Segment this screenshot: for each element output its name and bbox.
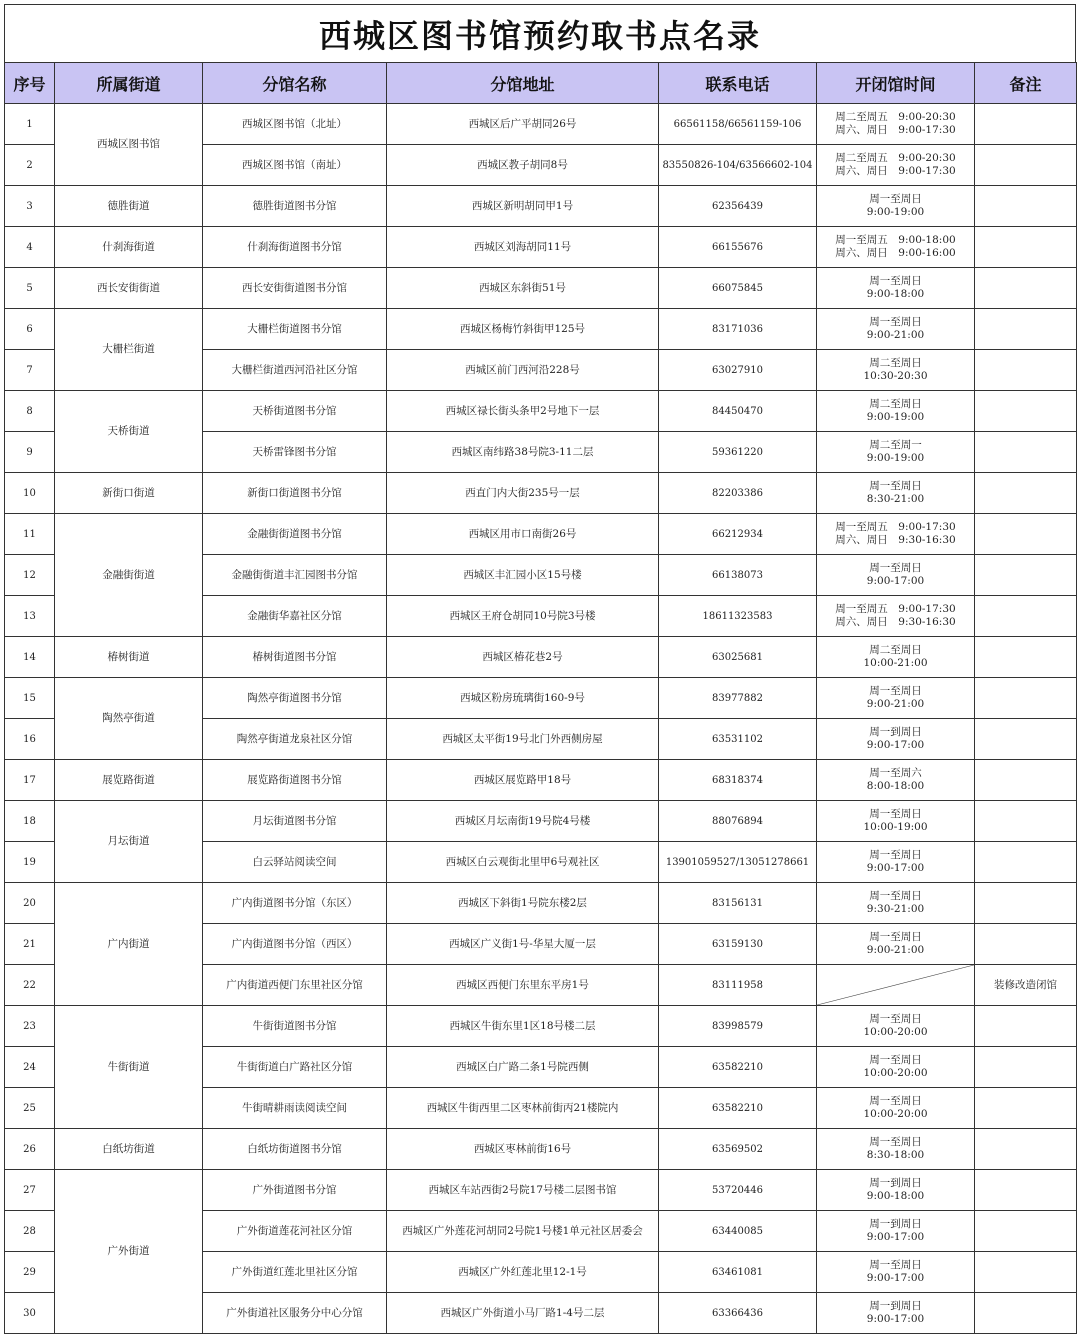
branch-phone: 63461081 [659, 1252, 817, 1293]
branch-note: 装修改造闭馆 [975, 965, 1077, 1006]
branch-phone: 84450470 [659, 391, 817, 432]
hours-line: 周一至周五 9:00-18:00 [835, 234, 956, 246]
directory-sheet [4, 4, 1076, 1334]
row-number: 13 [5, 596, 55, 637]
header-hours: 开闭馆时间 [817, 63, 975, 104]
branch-phone: 63569502 [659, 1129, 817, 1170]
opening-hours [817, 268, 975, 309]
table-row [5, 1170, 1077, 1211]
branch-address: 西城区椿花巷2号 [387, 637, 659, 678]
row-number: 18 [5, 801, 55, 842]
hours-line: 周二至周五 9:00-20:30 [835, 152, 956, 164]
hours-line: 周一至周日 [869, 890, 922, 902]
table-row [5, 473, 1077, 514]
header-phone: 联系电话 [659, 63, 817, 104]
row-number: 27 [5, 1170, 55, 1211]
branch-address: 西城区后广平胡同26号 [387, 104, 659, 145]
branch-phone: 63531102 [659, 719, 817, 760]
branch-address: 西城区广外红莲北里12-1号 [387, 1252, 659, 1293]
branch-name: 牛街晴耕雨读阅读空间 [203, 1088, 387, 1129]
table-row [5, 186, 1077, 227]
street-name: 西长安街街道 [55, 268, 203, 309]
hours-line: 10:00-20:00 [863, 1108, 928, 1120]
branch-phone: 13901059527/13051278661 [659, 842, 817, 883]
branch-phone: 59361220 [659, 432, 817, 473]
row-number: 2 [5, 145, 55, 186]
header-branch-address: 分馆地址 [387, 63, 659, 104]
branch-phone: 82203386 [659, 473, 817, 514]
hours-line: 周一至周日 [869, 808, 922, 820]
hours-line: 周一至周日 [869, 1013, 922, 1025]
branch-address: 西城区太平街19号北门外西侧房屋 [387, 719, 659, 760]
branch-address: 西城区白广路二条1号院西侧 [387, 1047, 659, 1088]
row-number: 19 [5, 842, 55, 883]
branch-phone: 88076894 [659, 801, 817, 842]
hours-line: 周一至周日 [869, 480, 922, 492]
branch-address: 西城区广外莲花河胡同2号院1号楼1单元社区居委会 [387, 1211, 659, 1252]
street-name: 广外街道 [55, 1170, 203, 1334]
branch-name: 西长安街街道图书分馆 [203, 268, 387, 309]
opening-hours [817, 801, 975, 842]
hours-line: 周一到周日 [869, 1218, 922, 1230]
branch-phone: 83977882 [659, 678, 817, 719]
branch-name: 牛街街道白广路社区分馆 [203, 1047, 387, 1088]
branch-address: 西城区刘海胡同11号 [387, 227, 659, 268]
hours-line: 9:00-17:00 [866, 1313, 925, 1325]
hours-line: 9:00-18:00 [866, 1190, 925, 1202]
branch-address: 西城区牛街西里二区枣林前街丙21楼院内 [387, 1088, 659, 1129]
diagonal-slash [817, 965, 974, 1005]
row-number: 22 [5, 965, 55, 1006]
opening-hours [817, 1047, 975, 1088]
hours-line: 周一至周日 [869, 1136, 922, 1148]
branch-note [975, 801, 1077, 842]
table-row [5, 678, 1077, 719]
hours-line: 9:00-18:00 [866, 288, 925, 300]
hours-line: 9:30-21:00 [866, 903, 925, 915]
branch-address: 西城区车站西街2号院17号楼二层图书馆 [387, 1170, 659, 1211]
header-no: 序号 [5, 63, 55, 104]
street-name: 陶然亭街道 [55, 678, 203, 760]
opening-hours [817, 1088, 975, 1129]
branch-name: 金融街街道丰汇园图书分馆 [203, 555, 387, 596]
branch-note [975, 596, 1077, 637]
branch-name: 金融街华嘉社区分馆 [203, 596, 387, 637]
hours-line: 周一至周日 [869, 1095, 922, 1107]
table-row [5, 1129, 1077, 1170]
opening-hours [817, 760, 975, 801]
branch-name: 牛街街道图书分馆 [203, 1006, 387, 1047]
opening-hours-empty [817, 965, 975, 1006]
hours-line: 10:30-20:30 [863, 370, 928, 382]
directory-table [4, 62, 1077, 1334]
hours-line: 周一至周日 [869, 849, 922, 861]
row-number: 15 [5, 678, 55, 719]
table-row [5, 227, 1077, 268]
hours-line: 周一到周日 [869, 726, 922, 738]
branch-name: 广外街道红莲北里社区分馆 [203, 1252, 387, 1293]
hours-line: 9:00-21:00 [866, 944, 925, 956]
branch-note [975, 227, 1077, 268]
row-number: 28 [5, 1211, 55, 1252]
hours-line: 周一至周五 9:00-17:30 [835, 603, 956, 615]
table-row [5, 391, 1077, 432]
branch-note [975, 432, 1077, 473]
row-number: 25 [5, 1088, 55, 1129]
hours-line: 9:00-19:00 [866, 411, 925, 423]
branch-note [975, 514, 1077, 555]
branch-phone: 18611323583 [659, 596, 817, 637]
row-number: 7 [5, 350, 55, 391]
branch-note [975, 1006, 1077, 1047]
branch-name: 天桥雷锋图书分馆 [203, 432, 387, 473]
branch-note [975, 924, 1077, 965]
opening-hours [817, 309, 975, 350]
hours-line: 周六、周日 9:00-17:30 [835, 124, 956, 136]
street-name: 月坛街道 [55, 801, 203, 883]
branch-address: 西城区东斜街51号 [387, 268, 659, 309]
row-number: 4 [5, 227, 55, 268]
hours-line: 周一至周日 [869, 275, 922, 287]
hours-line: 10:00-19:00 [863, 821, 928, 833]
hours-line: 8:30-21:00 [866, 493, 925, 505]
hours-line: 周二至周日 [869, 398, 922, 410]
branch-note [975, 391, 1077, 432]
street-name: 大栅栏街道 [55, 309, 203, 391]
title-row [4, 4, 1076, 62]
branch-name: 陶然亭街道龙泉社区分馆 [203, 719, 387, 760]
header-branch-name: 分馆名称 [203, 63, 387, 104]
hours-line: 周一至周日 [869, 193, 922, 205]
branch-phone: 63027910 [659, 350, 817, 391]
branch-note [975, 350, 1077, 391]
branch-note [975, 145, 1077, 186]
hours-line: 周一至周日 [869, 685, 922, 697]
branch-note [975, 1088, 1077, 1129]
opening-hours [817, 555, 975, 596]
hours-line: 周一至周日 [869, 1259, 922, 1271]
branch-address: 西城区展览路甲18号 [387, 760, 659, 801]
branch-address: 西城区广义街1号-华星大厦一层 [387, 924, 659, 965]
row-number: 30 [5, 1293, 55, 1334]
hours-line: 周一至周日 [869, 316, 922, 328]
hours-line: 周二至周日 [869, 357, 922, 369]
opening-hours [817, 391, 975, 432]
branch-name: 广内街道图书分馆（西区） [203, 924, 387, 965]
opening-hours [817, 883, 975, 924]
branch-phone: 66075845 [659, 268, 817, 309]
branch-phone: 63159130 [659, 924, 817, 965]
branch-name: 广外街道社区服务分中心分馆 [203, 1293, 387, 1334]
street-name: 金融街街道 [55, 514, 203, 637]
opening-hours [817, 1129, 975, 1170]
table-row [5, 1006, 1077, 1047]
branch-address: 西城区枣林前街16号 [387, 1129, 659, 1170]
branch-name: 西城区图书馆（南址） [203, 145, 387, 186]
branch-address: 西城区新明胡同甲1号 [387, 186, 659, 227]
opening-hours [817, 186, 975, 227]
hours-line: 周六、周日 9:30-16:30 [835, 616, 956, 628]
branch-note [975, 309, 1077, 350]
branch-name: 大栅栏街道西河沿社区分馆 [203, 350, 387, 391]
row-number: 29 [5, 1252, 55, 1293]
hours-line: 周二至周日 [869, 644, 922, 656]
hours-line: 9:00-21:00 [866, 698, 925, 710]
branch-address: 西城区教子胡同8号 [387, 145, 659, 186]
opening-hours [817, 1211, 975, 1252]
branch-address: 西城区杨梅竹斜街甲125号 [387, 309, 659, 350]
branch-name: 西城区图书馆（北址） [203, 104, 387, 145]
branch-name: 金融街街道图书分馆 [203, 514, 387, 555]
hours-line: 周一到周日 [869, 1300, 922, 1312]
branch-note [975, 1170, 1077, 1211]
branch-phone: 66155676 [659, 227, 817, 268]
opening-hours [817, 1170, 975, 1211]
hours-line: 周一至周日 [869, 562, 922, 574]
row-number: 14 [5, 637, 55, 678]
row-number: 26 [5, 1129, 55, 1170]
branch-address: 西城区前门西河沿228号 [387, 350, 659, 391]
branch-address: 西城区月坛南街19号院4号楼 [387, 801, 659, 842]
row-number: 24 [5, 1047, 55, 1088]
branch-name: 白纸坊街道图书分馆 [203, 1129, 387, 1170]
hours-line: 周一至周日 [869, 931, 922, 943]
header-row [5, 63, 1077, 104]
branch-address: 西城区禄长街头条甲2号地下一层 [387, 391, 659, 432]
branch-note [975, 473, 1077, 514]
branch-phone: 83156131 [659, 883, 817, 924]
row-number: 8 [5, 391, 55, 432]
street-name: 什刹海街道 [55, 227, 203, 268]
street-name: 展览路街道 [55, 760, 203, 801]
street-name: 西城区图书馆 [55, 104, 203, 186]
street-name: 椿树街道 [55, 637, 203, 678]
branch-name: 德胜街道图书分馆 [203, 186, 387, 227]
street-name: 天桥街道 [55, 391, 203, 473]
hours-line: 周六、周日 9:00-17:30 [835, 165, 956, 177]
hours-line: 9:00-17:00 [866, 739, 925, 751]
hours-line: 周六、周日 9:00-16:00 [835, 247, 956, 259]
branch-name: 天桥街道图书分馆 [203, 391, 387, 432]
row-number: 1 [5, 104, 55, 145]
hours-line: 周一至周六 [869, 767, 922, 779]
hours-line: 9:00-17:00 [866, 1231, 925, 1243]
row-number: 21 [5, 924, 55, 965]
branch-phone: 63582210 [659, 1047, 817, 1088]
opening-hours [817, 145, 975, 186]
hours-line: 周一至周五 9:00-17:30 [835, 521, 956, 533]
branch-address: 西城区广外街道小马厂路1-4号二层 [387, 1293, 659, 1334]
hours-line: 周六、周日 9:30-16:30 [835, 534, 956, 546]
row-number: 16 [5, 719, 55, 760]
branch-phone: 66212934 [659, 514, 817, 555]
branch-name: 展览路街道图书分馆 [203, 760, 387, 801]
branch-note [975, 637, 1077, 678]
branch-phone: 63366436 [659, 1293, 817, 1334]
table-row [5, 760, 1077, 801]
opening-hours [817, 104, 975, 145]
branch-phone: 53720446 [659, 1170, 817, 1211]
branch-note [975, 555, 1077, 596]
opening-hours [817, 1252, 975, 1293]
hours-line: 周二至周五 9:00-20:30 [835, 111, 956, 123]
branch-name: 陶然亭街道图书分馆 [203, 678, 387, 719]
opening-hours [817, 637, 975, 678]
branch-name: 广内街道图书分馆（东区） [203, 883, 387, 924]
table-row [5, 268, 1077, 309]
branch-address: 西城区王府仓胡同10号院3号楼 [387, 596, 659, 637]
hours-line: 9:00-17:00 [866, 1272, 925, 1284]
branch-address: 西城区粉房琉璃街160-9号 [387, 678, 659, 719]
opening-hours [817, 473, 975, 514]
hours-line: 周一到周日 [869, 1177, 922, 1189]
opening-hours [817, 227, 975, 268]
opening-hours [817, 596, 975, 637]
street-name: 新街口街道 [55, 473, 203, 514]
branch-name: 广内街道西便门东里社区分馆 [203, 965, 387, 1006]
branch-address: 西城区西便门东里东平房1号 [387, 965, 659, 1006]
branch-note [975, 268, 1077, 309]
table-row [5, 104, 1077, 145]
table-row [5, 637, 1077, 678]
branch-address: 西城区白云观街北里甲6号观社区 [387, 842, 659, 883]
opening-hours [817, 432, 975, 473]
branch-address: 西城区用市口南街26号 [387, 514, 659, 555]
hours-line: 周二至周一 [869, 439, 922, 451]
branch-name: 新街口街道图书分馆 [203, 473, 387, 514]
branch-note [975, 842, 1077, 883]
branch-address: 西直门内大街235号一层 [387, 473, 659, 514]
branch-name: 月坛街道图书分馆 [203, 801, 387, 842]
opening-hours [817, 350, 975, 391]
hours-line: 9:00-21:00 [866, 329, 925, 341]
row-number: 20 [5, 883, 55, 924]
branch-phone: 66138073 [659, 555, 817, 596]
branch-address: 西城区南纬路38号院3-11二层 [387, 432, 659, 473]
page-title: 西城区图书馆预约取书点名录 [318, 16, 761, 55]
street-name: 广内街道 [55, 883, 203, 1006]
branch-phone: 83998579 [659, 1006, 817, 1047]
branch-name: 椿树街道图书分馆 [203, 637, 387, 678]
street-name: 德胜街道 [55, 186, 203, 227]
opening-hours [817, 678, 975, 719]
hours-line: 10:00-20:00 [863, 1026, 928, 1038]
branch-note [975, 1047, 1077, 1088]
branch-phone: 83171036 [659, 309, 817, 350]
row-number: 9 [5, 432, 55, 473]
table-row [5, 883, 1077, 924]
table-body [5, 104, 1077, 1334]
row-number: 23 [5, 1006, 55, 1047]
opening-hours [817, 719, 975, 760]
hours-line: 周一至周日 [869, 1054, 922, 1066]
hours-line: 9:00-17:00 [866, 575, 925, 587]
row-number: 11 [5, 514, 55, 555]
branch-note [975, 104, 1077, 145]
branch-phone: 63582210 [659, 1088, 817, 1129]
opening-hours [817, 924, 975, 965]
branch-address: 西城区牛街东里1区18号楼二层 [387, 1006, 659, 1047]
hours-line: 10:00-20:00 [863, 1067, 928, 1079]
branch-phone: 62356439 [659, 186, 817, 227]
branch-name: 什刹海街道图书分馆 [203, 227, 387, 268]
branch-note [975, 1252, 1077, 1293]
branch-note [975, 719, 1077, 760]
branch-name: 大栅栏街道图书分馆 [203, 309, 387, 350]
street-name: 白纸坊街道 [55, 1129, 203, 1170]
hours-line: 8:30-18:00 [866, 1149, 925, 1161]
row-number: 12 [5, 555, 55, 596]
branch-note [975, 1293, 1077, 1334]
hours-line: 9:00-19:00 [866, 452, 925, 464]
branch-phone: 68318374 [659, 760, 817, 801]
branch-note [975, 760, 1077, 801]
row-number: 6 [5, 309, 55, 350]
row-number: 5 [5, 268, 55, 309]
row-number: 17 [5, 760, 55, 801]
branch-note [975, 678, 1077, 719]
header-street: 所属街道 [55, 63, 203, 104]
branch-phone: 83111958 [659, 965, 817, 1006]
table-row [5, 309, 1077, 350]
header-note: 备注 [975, 63, 1077, 104]
opening-hours [817, 514, 975, 555]
branch-note [975, 186, 1077, 227]
branch-note [975, 1211, 1077, 1252]
opening-hours [817, 842, 975, 883]
street-name: 牛街街道 [55, 1006, 203, 1129]
branch-note [975, 1129, 1077, 1170]
branch-note [975, 883, 1077, 924]
branch-phone: 83550826-104/63566602-104 [659, 145, 817, 186]
hours-line: 9:00-19:00 [866, 206, 925, 218]
branch-phone: 66561158/66561159-106 [659, 104, 817, 145]
hours-line: 10:00-21:00 [863, 657, 928, 669]
opening-hours [817, 1293, 975, 1334]
branch-phone: 63025681 [659, 637, 817, 678]
table-row [5, 801, 1077, 842]
row-number: 10 [5, 473, 55, 514]
branch-name: 广外街道图书分馆 [203, 1170, 387, 1211]
table-row [5, 514, 1077, 555]
branch-address: 西城区丰汇园小区15号楼 [387, 555, 659, 596]
branch-phone: 63440085 [659, 1211, 817, 1252]
opening-hours [817, 1006, 975, 1047]
row-number: 3 [5, 186, 55, 227]
branch-name: 广外街道莲花河社区分馆 [203, 1211, 387, 1252]
hours-line: 8:00-18:00 [866, 780, 925, 792]
hours-line: 9:00-17:00 [866, 862, 925, 874]
branch-address: 西城区下斜街1号院东楼2层 [387, 883, 659, 924]
branch-name: 白云驿站阅读空间 [203, 842, 387, 883]
